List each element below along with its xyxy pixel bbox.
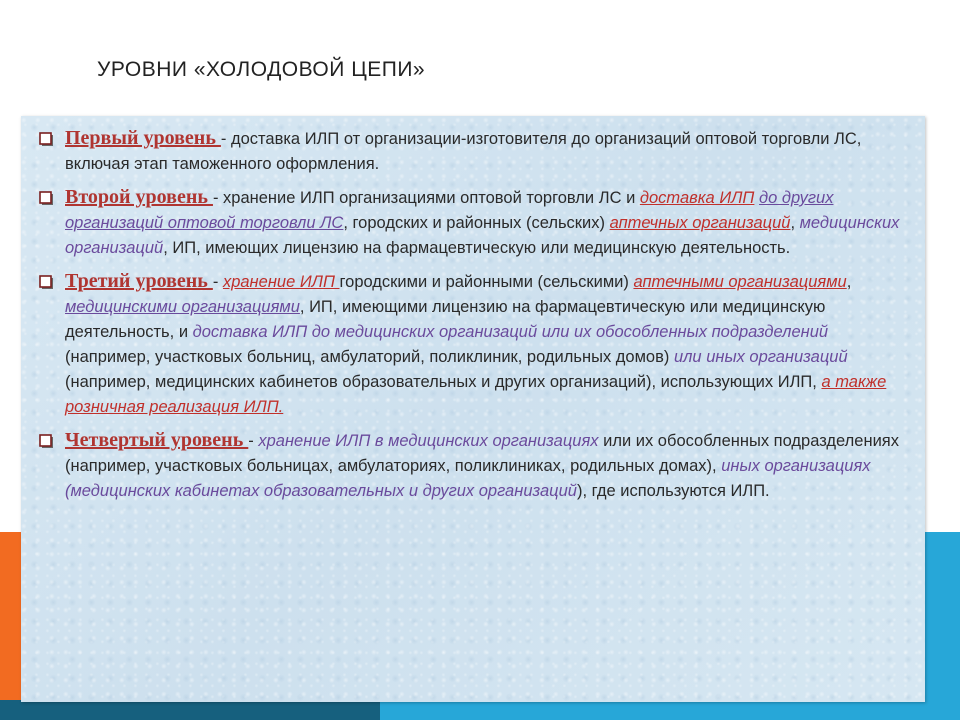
checkbox-bullet-icon bbox=[39, 432, 55, 450]
level-text: (например, участковых больниц, амбулаторий, поликлиник, родильных домов) bbox=[65, 348, 674, 366]
level-title: Первый уровень bbox=[65, 127, 221, 149]
slide-title: УРОВНИ «ХОЛОДОВОЙ ЦЕПИ» bbox=[97, 58, 426, 81]
highlight-red: хранение ИЛП bbox=[222, 273, 340, 291]
highlight-red: аптечными организациями bbox=[633, 273, 847, 291]
highlight-red: аптечных организаций bbox=[609, 214, 791, 232]
orange-accent-bar bbox=[0, 532, 22, 720]
level-text: - bbox=[248, 432, 259, 450]
level-text: городскими и районными (сельскими) bbox=[339, 273, 634, 291]
level-text: ), где используются ИЛП. bbox=[576, 482, 770, 500]
blue-bottom-band bbox=[300, 700, 960, 720]
blue-accent-bar bbox=[924, 532, 960, 720]
checkbox-bullet-icon bbox=[39, 273, 55, 291]
highlight-purple: или иных организаций bbox=[673, 348, 848, 366]
highlight-red: доставка ИЛП bbox=[639, 189, 755, 207]
level-text: или их обособленных подразделениях (например, участковых больницах, амбулаториях, поликлиниках, родильных домах), bbox=[65, 432, 899, 475]
level-text: , ИП, имеющих лицензию на фармацевтическую или медицинскую деятельность. bbox=[163, 239, 791, 257]
level-item-fourth bbox=[31, 428, 909, 504]
level-item-second bbox=[31, 185, 909, 261]
level-text: - доставка ИЛП от организации-изготовителя до организаций оптовой торговли ЛС, включая этап таможенного оформления. bbox=[65, 130, 862, 173]
level-item-third bbox=[31, 269, 909, 420]
checkbox-bullet-icon bbox=[39, 189, 55, 207]
level-title: Четвертый уровень bbox=[65, 429, 249, 451]
level-text: (например, медицинских кабинетов образовательных и других организаций), использующих ИЛП, bbox=[65, 373, 822, 391]
level-item-first bbox=[31, 126, 909, 177]
highlight-purple: до других организаций оптовой торговли ЛС bbox=[65, 189, 834, 232]
highlight-purple: медицинскими организациями bbox=[65, 298, 300, 316]
level-title: Третий уровень bbox=[65, 270, 213, 292]
checkbox-bullet-icon bbox=[39, 130, 55, 148]
highlight-purple: хранение ИЛП в медицинских организациях bbox=[258, 432, 599, 450]
dark-bottom-band bbox=[0, 700, 380, 720]
highlight-purple: доставка ИЛП до медицинских организаций или их обособленных подразделений bbox=[192, 323, 829, 341]
level-text: , bbox=[790, 214, 800, 232]
highlight-purple: иных организациях (медицинских кабинетах образовательных и других организаций bbox=[65, 457, 871, 500]
level-text: - bbox=[212, 273, 223, 291]
highlight-purple: медицинских организаций bbox=[65, 214, 900, 257]
level-text: - хранение ИЛП организациями оптовой торговли ЛС и bbox=[212, 189, 640, 207]
level-title: Второй уровень bbox=[65, 186, 213, 208]
highlight-red: а также розничная реализация ИЛП. bbox=[65, 373, 887, 416]
level-text: , городских и районных (сельских) bbox=[343, 214, 610, 232]
level-text: , bbox=[846, 273, 852, 291]
level-text: , ИП, имеющими лицензию на фармацевтическую или медицинскую деятельность, и bbox=[65, 298, 826, 341]
content-panel bbox=[21, 116, 925, 702]
